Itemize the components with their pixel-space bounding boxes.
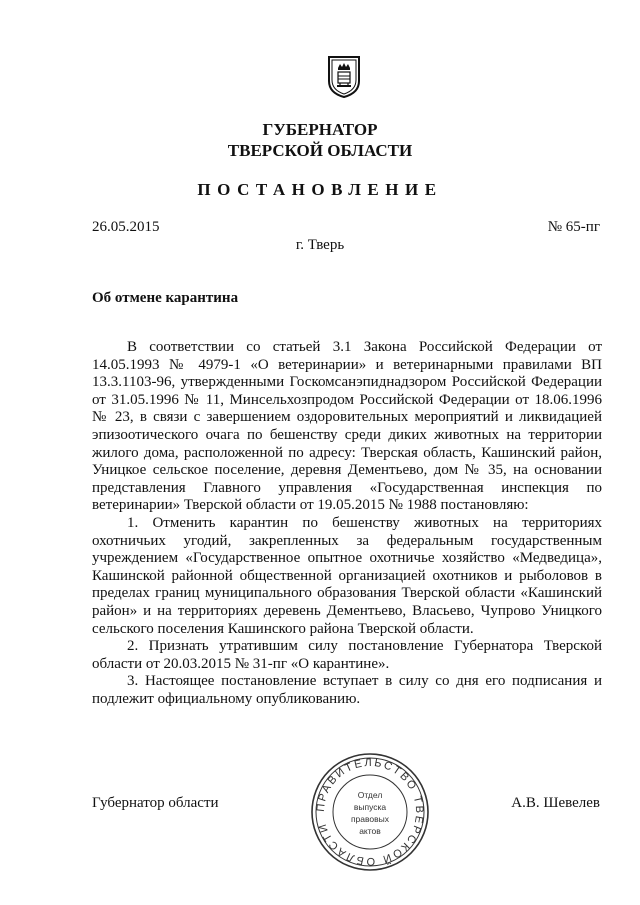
body-paragraph-2: 2. Признать утратившим силу постановление Губернатора Тверской области от 20.03.2015 № 31-пг «О карантине». — [92, 638, 602, 672]
document-body — [92, 339, 602, 708]
stamp-line-2: выпуска — [353, 802, 387, 812]
stamp-ring-text: ПРАВИТЕЛЬСТВО ТВЕРСКОЙ ОБЛАСТИ — [314, 756, 426, 868]
issuer-title-line1: ГУБЕРНАТОР — [262, 120, 378, 139]
body-paragraph-3: 3. Настоящее постановление вступает в силу со дня его подписания и подлежит официальному опубликованию. — [92, 673, 602, 707]
document-type: ПОСТАНОВЛЕНИЕ — [197, 180, 443, 199]
coat-of-arms-icon — [327, 55, 361, 99]
stamp-line-1: Отдел — [357, 790, 383, 800]
body-paragraph-preamble: В соответствии со статьей 3.1 Закона Российской Федерации от 14.05.1993 № 4979-1 «О ветеринарии» и ветеринарными правилами ВП 13.3.1103-96, утвержденными Госкомсанэпиднадзором Российской Федерации от 31.05.1996 № 11, Минсельхозпродом Российской Федерации от 18.06.1996 № 23, в связи с завершением оздоровительных мероприятий и ликвидацией эпизоотического очага по бешенству среди диких животных на территории жилого дома, расположенной по адресу: Тверская область, Кашинский район, Уницкое сельское поселение, деревня Дементьево, дом № 35, на основании представления Главного управления «Государственная инспекция по ветеринарии» Тверской области от 19.05.2015 № 1988 постановляю: — [92, 339, 602, 514]
signatory-name: А.В. Шевелев — [511, 795, 600, 811]
document-date: 26.05.2015 — [92, 219, 160, 235]
stamp-line-4: актов — [359, 826, 381, 836]
signatory-title: Губернатор области — [92, 795, 219, 811]
body-paragraph-1: 1. Отменить карантин по бешенству животных на территориях охотничьих угодий, закрепленных за федеральным государственным учреждением «Государственное опытное охотничье хозяйство «Медведица», Кашинской районной общественной организацией охотников и рыболовов в пределах границ муниципального образования Тверской области «Кашинский район» и на территориях деревень Дементьево, Власьево, Чупрово Уницкого сельского поселения Кашинского района Тверской области. — [92, 514, 602, 637]
document-number: № 65-пг — [547, 219, 600, 235]
document-subject: Об отмене карантина — [92, 290, 239, 306]
issuer-title-line2: ТВЕРСКОЙ ОБЛАСТИ — [227, 141, 413, 160]
official-stamp — [308, 750, 432, 874]
stamp-line-3: правовых — [350, 814, 390, 824]
document-city: г. Тверь — [295, 237, 345, 253]
